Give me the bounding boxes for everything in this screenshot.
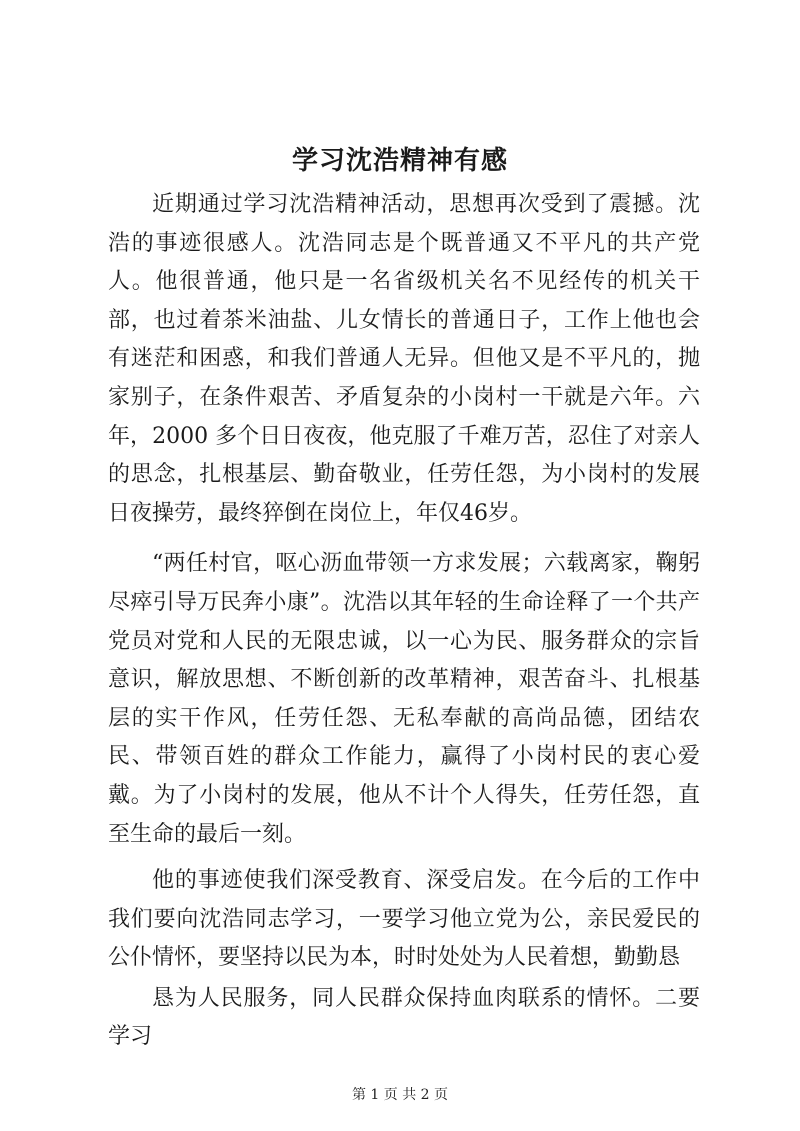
document-title: 学习沈浩精神有感 xyxy=(291,146,508,176)
paragraph-4: 恳为人民服务，同人民群众保持血肉联系的情怀。二要学习 xyxy=(108,985,700,1050)
page-footer: 第 1 页 共 2 页 xyxy=(351,1087,449,1103)
paragraph-2: “两任村官，呕心沥血带领一方求发展；六载离家，鞠躬尽瘁引导万民奔小康”。沈浩以其年轻的生命诠释了一个共产党员对党和人民的无限忠诚，以一心为民、服务群众的宗旨意识，解放思想、不断创新的改革精神，艰苦奋斗、扎根基层的实干作风，任劳任怨、无私奉献的高尚品德，团结农民、带领百姓的群众工作能力，赢得了小岗村民的衷心爱戴。为了小岗村的发展，他从不计个人得失，任劳任怨，直至生命的最后一刻。 xyxy=(108,551,700,847)
document-body xyxy=(108,186,700,1057)
paragraph-3: 他的事迹使我们深受教育、深受启发。在今后的工作中我们要向沈浩同志学习，一要学习他立党为公，亲民爱民的公仆情怀，要坚持以民为本，时时处处为人民着想，勤勤恳 xyxy=(108,868,700,971)
paragraph-1: 近期通过学习沈浩精神活动，思想再次受到了震撼。沈浩的事迹很感人。沈浩同志是个既普通又不平凡的共产党人。他很普通，他只是一名省级机关名不见经传的机关干部，也过着茶米油盐、儿女情长的普通日子，工作上他也会有迷茫和困惑，和我们普通人无异。但他又是不平凡的，抛家别子，在条件艰苦、矛盾复杂的小岗村一干就是六年。六年，2000 多个日日夜夜，他克服了千难万苦，忍住了对亲人的思念，扎根基层、勤奋敬业，任劳任怨，为小岗村的发展日夜操劳，最终猝倒在岗位上，年仅46岁。 xyxy=(108,192,700,526)
